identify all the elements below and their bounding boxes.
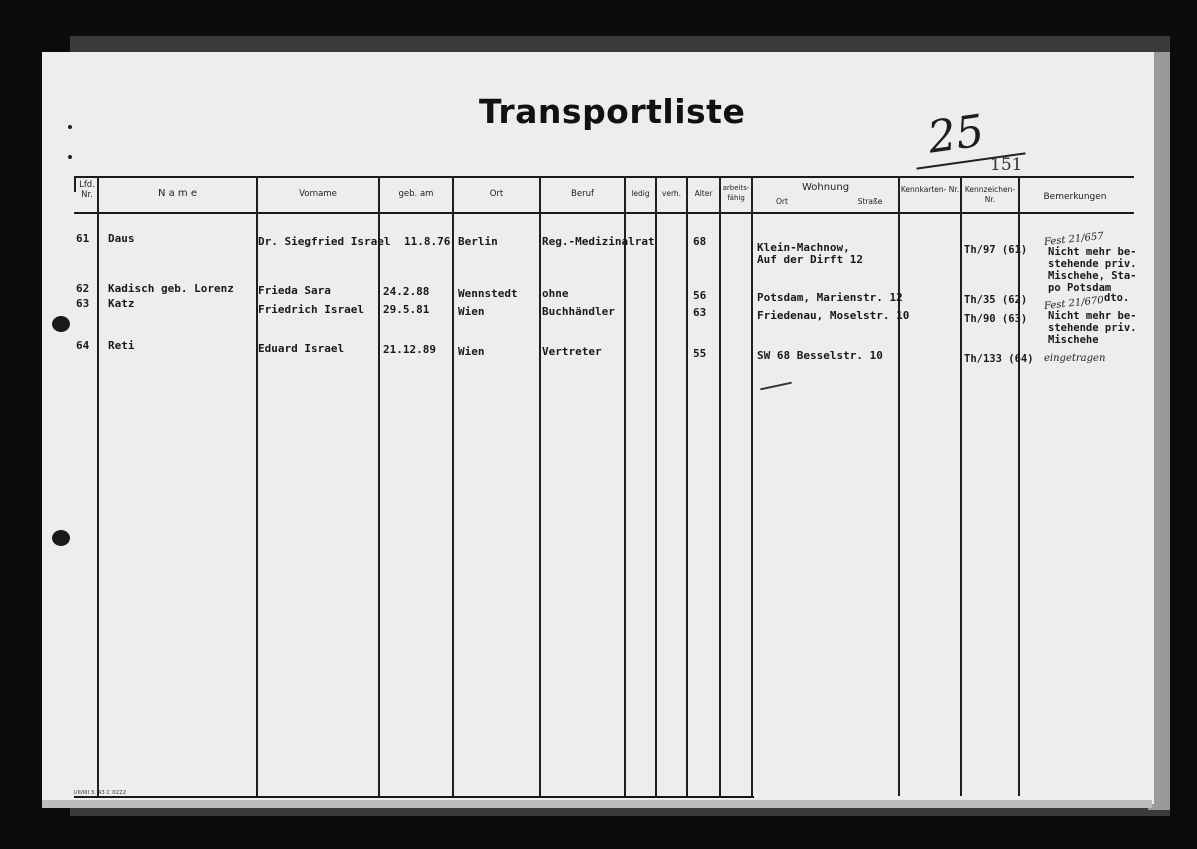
header-name: N a m e xyxy=(157,188,198,199)
row-62-nr: 62 xyxy=(76,282,90,295)
row-62-vorname: Frieda Sara xyxy=(258,284,331,297)
row-63-nr: 63 xyxy=(76,297,90,310)
header-kennzeichen-nr: Kennzeichen- Nr. xyxy=(964,185,1016,204)
row-61-vorname: Dr. Siegfried Israel xyxy=(258,235,391,248)
column-rule xyxy=(624,176,626,796)
row-64-handwritten-note: eingetragen xyxy=(1044,353,1106,364)
row-61-kennzeichen: Th/97 (61) xyxy=(964,244,1028,256)
row-64-ort: Wien xyxy=(458,345,485,358)
row-62-kennzeichen: Th/35 (62) xyxy=(964,294,1028,306)
row-62-ort: Wennstedt xyxy=(458,287,518,300)
page-bottom-edge xyxy=(42,800,1152,808)
column-rule xyxy=(655,176,657,796)
row-62-wohnung: Potsdam, Marienstr. 12 xyxy=(757,291,903,304)
header-geb-am: geb. am xyxy=(398,189,434,199)
row-64-name: Reti xyxy=(108,339,135,352)
row-64-alter: 55 xyxy=(693,347,707,360)
page-number: 151 xyxy=(990,155,1023,175)
paper-mark xyxy=(68,125,72,129)
row-64-wohnung: SW 68 Besselstr. 10 xyxy=(757,349,883,362)
row-61-geb-am: 11.8.76 xyxy=(404,235,451,248)
row-64-vorname: Eduard Israel xyxy=(258,342,345,355)
header-beruf: Beruf xyxy=(571,189,594,199)
row-61-beruf: Reg.-Medizinalrat xyxy=(542,235,655,248)
row-62-geb-am: 24.2.88 xyxy=(383,285,430,298)
header-wohnung: Wohnung xyxy=(801,182,850,193)
row-62-bemerkung: dto. xyxy=(1104,292,1130,304)
row-63-alter: 63 xyxy=(693,306,707,319)
header-alter: Alter xyxy=(694,189,713,198)
row-61-name: Daus xyxy=(108,232,135,245)
document-title: Transportliste xyxy=(479,92,746,131)
row-61-alter: 68 xyxy=(693,235,707,248)
punch-hole xyxy=(52,316,70,332)
row-61-handwritten-note: Fest 21/657 xyxy=(1043,230,1105,249)
row-64-beruf: Vertreter xyxy=(542,345,602,358)
column-rule xyxy=(97,176,99,796)
header-vorname: Vorname xyxy=(299,189,337,199)
column-rule xyxy=(719,176,721,796)
row-63-name: Katz xyxy=(108,297,135,310)
row-61-nr: 61 xyxy=(76,232,90,245)
header-bemerkungen: Bemerkungen xyxy=(1043,192,1107,202)
header-bottom-rule xyxy=(74,212,1134,214)
row-63-handwritten-note: Fest 21/670 xyxy=(1043,294,1105,313)
column-rule xyxy=(686,176,688,796)
column-rule xyxy=(256,176,258,796)
form-footer-code: I/II/IIII 3. 43 C 0222 xyxy=(74,790,127,796)
row-61-wohnung-line2: Auf der Dirft 12 xyxy=(757,253,863,266)
row-61-wohnung-line1: Klein-Machnow, xyxy=(757,241,850,254)
column-rule xyxy=(960,176,962,796)
header-ort: Ort xyxy=(489,189,504,199)
column-rule xyxy=(378,176,380,796)
row-63-wohnung: Friedenau, Moselstr. 10 xyxy=(757,309,910,322)
table-top-rule xyxy=(74,176,1134,178)
header-arbeitsfaehig: arbeits- fähig xyxy=(722,184,750,202)
header-wohnung-strasse: Straße xyxy=(857,197,883,206)
row-62-name: Kadisch geb. Lorenz xyxy=(108,282,234,295)
row-63-geb-am: 29.5.81 xyxy=(383,303,430,316)
row-64-kennzeichen: Th/133 (64) xyxy=(964,353,1034,365)
handwritten-number: 25 xyxy=(924,105,988,164)
column-rule xyxy=(751,176,753,796)
header-wohnung-ort: Ort xyxy=(776,197,788,206)
row-63-ort: Wien xyxy=(458,305,485,318)
column-rule xyxy=(898,176,900,796)
column-rule xyxy=(1018,176,1020,796)
punch-hole xyxy=(52,530,70,546)
column-rule xyxy=(539,176,541,796)
row-61-bemerkung: Nicht mehr be- stehende priv. Mischehe, Sta- po Potsdam xyxy=(1048,246,1137,294)
header-verh: verh. xyxy=(661,189,682,198)
row-64-nr: 64 xyxy=(76,339,90,352)
row-63-vorname: Friedrich Israel xyxy=(258,303,364,316)
row-61-ort: Berlin xyxy=(458,235,498,248)
row-63-bemerkung: Nicht mehr be- stehende priv. Mischehe xyxy=(1048,310,1137,346)
row-63-kennzeichen: Th/90 (63) xyxy=(964,313,1028,325)
row-63-beruf: Buchhändler xyxy=(542,305,615,318)
row-62-alter: 56 xyxy=(693,289,707,302)
header-lfd-nr: Lfd. Nr. xyxy=(79,180,95,200)
paper-mark xyxy=(68,155,72,159)
column-rule xyxy=(452,176,454,796)
pencil-mark xyxy=(760,382,792,391)
header-kennkarten-nr: Kennkarten- Nr. xyxy=(900,185,960,194)
table-bottom-rule xyxy=(74,796,754,798)
row-62-beruf: ohne xyxy=(542,287,569,300)
transport-list-page xyxy=(42,52,1154,804)
header-ledig: ledig xyxy=(631,189,650,198)
row-64-geb-am: 21.12.89 xyxy=(383,343,436,356)
